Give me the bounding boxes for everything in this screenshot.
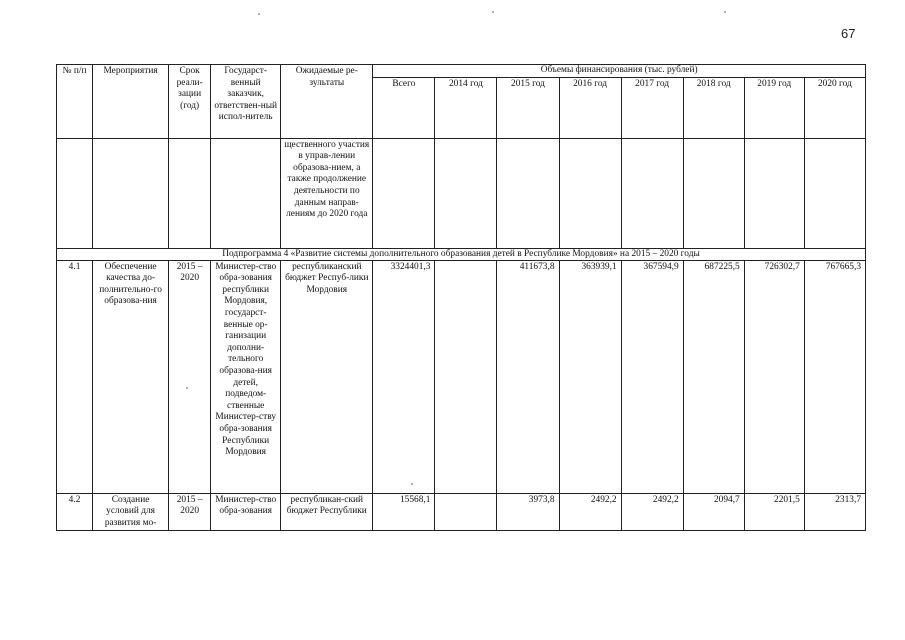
header-num: № п/п [57, 65, 93, 139]
table-cell [57, 138, 93, 248]
header-funding-group: Объемы финансирования (тыс. рублей) [373, 65, 866, 78]
table-cell [211, 138, 281, 248]
row-value-2016: 363939,1 [559, 260, 621, 493]
table-cell [559, 138, 621, 248]
row-measure: Обеспечение качества до-полнительно-го образова-ния [93, 260, 169, 493]
row-value-2016: 2492,2 [559, 493, 621, 531]
row-value-2014 [435, 260, 497, 493]
row-value-2020: 767665,3 [804, 260, 865, 493]
header-row-top [57, 65, 866, 78]
table-cell [93, 138, 169, 248]
header-measures: Мероприятия [93, 65, 169, 139]
table-cell [621, 138, 683, 248]
table-cell [169, 138, 211, 248]
header-customer: Государст-венный заказчик, ответствен-ный испол-нитель [211, 65, 281, 139]
row-value-2018: 687225,5 [683, 260, 744, 493]
funding-table [56, 64, 866, 531]
table-cell [683, 138, 744, 248]
scan-speck [724, 11, 726, 13]
table-cell [373, 138, 435, 248]
row-source: республикан-ский бюджет Республики [281, 493, 373, 531]
row-value-2014 [435, 493, 497, 531]
row-customer: Министер-ство обра-зования [211, 493, 281, 531]
header-year-2018: 2018 год [683, 77, 744, 138]
row-value-2017: 367594,9 [621, 260, 683, 493]
row-customer: Министер-ство обра-зования республики Мордовия, государст-венные ор-ганизации дополни-тельного образова-ния детей, подведом-ственные Министер-ству обра-зования Республики Мордовия [211, 260, 281, 493]
subprogram-title: Подпрограмма 4 «Развитие системы дополнительного образования детей в Республике Мордовия» на 2015 – 2020 годы [57, 248, 866, 260]
header-year-2020: 2020 год [804, 77, 865, 138]
table-row [57, 260, 866, 493]
row-value-2018: 2094,7 [683, 493, 744, 531]
scan-speck [258, 13, 260, 15]
header-total: Всего [373, 77, 435, 138]
table-row [57, 493, 866, 531]
scan-speck [492, 11, 494, 13]
table-cell [744, 138, 804, 248]
row-value-2019: 726302,7 [744, 260, 804, 493]
continuation-result-text: щественного участия в управ-лении образова-нием, а также продолжение деятельности по данным направ-лениям до 2020 года [281, 138, 373, 248]
row-value-2015: 3973,8 [497, 493, 559, 531]
row-total: 15568,1 [373, 493, 435, 531]
row-term: 2015 – 2020 [169, 260, 211, 493]
header-year-2015: 2015 год [497, 77, 559, 138]
row-value-2015: 411673,8 [497, 260, 559, 493]
header-results: Ожидаемые ре-зультаты [281, 65, 373, 139]
header-year-2019: 2019 год [744, 77, 804, 138]
table-cell [804, 138, 865, 248]
row-measure: Создание условий для развития мо- [93, 493, 169, 531]
row-num: 4.2 [57, 493, 93, 531]
row-source: республиканский бюджет Респуб-лики Мордовия [281, 260, 373, 493]
table-cell [497, 138, 559, 248]
header-term: Срок реали-зации (год) [169, 65, 211, 139]
row-num: 4.1 [57, 260, 93, 493]
header-year-2016: 2016 год [559, 77, 621, 138]
header-year-2014: 2014 год [435, 77, 497, 138]
row-value-2020: 2313,7 [804, 493, 865, 531]
table-cell [435, 138, 497, 248]
row-total: 3324401,3 [373, 260, 435, 493]
header-year-2017: 2017 год [621, 77, 683, 138]
continuation-row [57, 138, 866, 248]
page-number: 67 [841, 26, 856, 41]
row-value-2019: 2201,5 [744, 493, 804, 531]
row-value-2017: 2492,2 [621, 493, 683, 531]
row-term: 2015 – 2020 [169, 493, 211, 531]
subprogram-row [57, 248, 866, 260]
